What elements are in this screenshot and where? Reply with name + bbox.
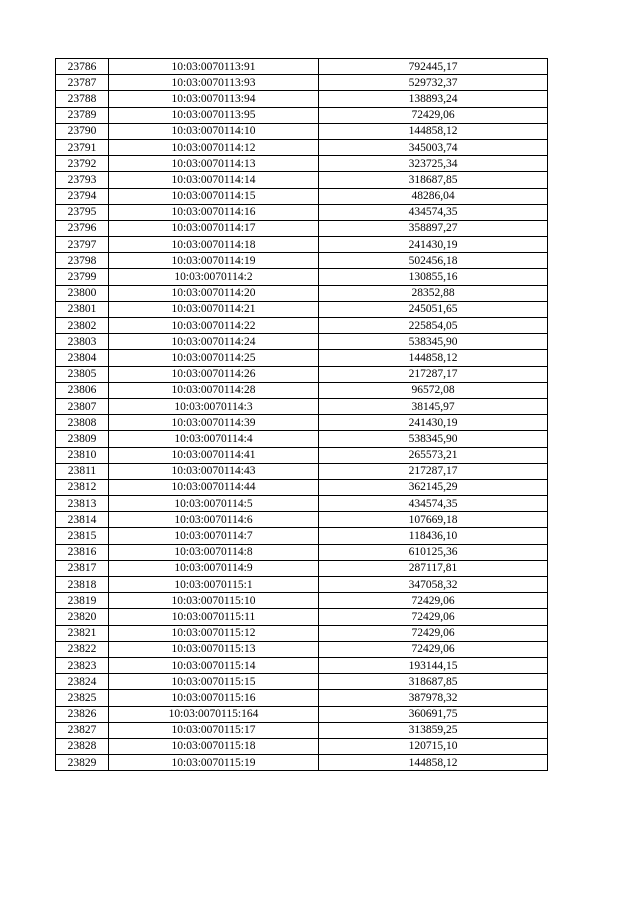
amount-cell: 138893,24	[319, 91, 548, 107]
cadastral-number-cell: 10:03:0070114:10	[109, 123, 319, 139]
cadastral-number-cell: 10:03:0070114:24	[109, 334, 319, 350]
table-row	[56, 366, 548, 382]
amount-cell: 225854,05	[319, 318, 548, 334]
row-number-cell: 23788	[56, 91, 109, 107]
amount-cell: 360691,75	[319, 706, 548, 722]
row-number-cell: 23816	[56, 544, 109, 560]
row-number-cell: 23809	[56, 431, 109, 447]
row-number-cell: 23808	[56, 415, 109, 431]
row-number-cell: 23789	[56, 107, 109, 123]
amount-cell: 610125,36	[319, 544, 548, 560]
table-row	[56, 204, 548, 220]
cadastral-number-cell: 10:03:0070114:44	[109, 479, 319, 495]
amount-cell: 538345,90	[319, 334, 548, 350]
table-row	[56, 496, 548, 512]
cadastral-number-cell: 10:03:0070114:25	[109, 350, 319, 366]
cadastral-number-cell: 10:03:0070115:13	[109, 641, 319, 657]
cadastral-number-cell: 10:03:0070113:93	[109, 75, 319, 91]
row-number-cell: 23820	[56, 609, 109, 625]
table-row	[56, 188, 548, 204]
amount-cell: 434574,35	[319, 204, 548, 220]
cadastral-number-cell: 10:03:0070114:9	[109, 560, 319, 576]
table-row	[56, 755, 548, 771]
row-number-cell: 23821	[56, 625, 109, 641]
table-row	[56, 350, 548, 366]
row-number-cell: 23801	[56, 301, 109, 317]
table-row	[56, 139, 548, 155]
cadastral-number-cell: 10:03:0070114:41	[109, 447, 319, 463]
table-row	[56, 463, 548, 479]
table-row	[56, 156, 548, 172]
table-row	[56, 641, 548, 657]
cadastral-number-cell: 10:03:0070113:95	[109, 107, 319, 123]
row-number-cell: 23793	[56, 172, 109, 188]
cadastral-number-cell: 10:03:0070114:20	[109, 285, 319, 301]
table-row	[56, 479, 548, 495]
table-row	[56, 674, 548, 690]
amount-cell: 245051,65	[319, 301, 548, 317]
table-row	[56, 382, 548, 398]
cadastral-number-cell: 10:03:0070115:164	[109, 706, 319, 722]
cadastral-number-cell: 10:03:0070114:6	[109, 512, 319, 528]
amount-cell: 313859,25	[319, 722, 548, 738]
cadastral-number-cell: 10:03:0070114:15	[109, 188, 319, 204]
amount-cell: 217287,17	[319, 366, 548, 382]
amount-cell: 287117,81	[319, 560, 548, 576]
amount-cell: 792445,17	[319, 59, 548, 75]
cadastral-number-cell: 10:03:0070115:14	[109, 657, 319, 673]
table-row	[56, 447, 548, 463]
table-row	[56, 690, 548, 706]
table-row	[56, 237, 548, 253]
cadastral-number-cell: 10:03:0070114:17	[109, 220, 319, 236]
table-row	[56, 544, 548, 560]
cadastral-number-cell: 10:03:0070114:26	[109, 366, 319, 382]
table-row	[56, 577, 548, 593]
amount-cell: 96572,08	[319, 382, 548, 398]
amount-cell: 144858,12	[319, 350, 548, 366]
table-row	[56, 334, 548, 350]
row-number-cell: 23798	[56, 253, 109, 269]
row-number-cell: 23812	[56, 479, 109, 495]
amount-cell: 72429,06	[319, 593, 548, 609]
cadastral-number-cell: 10:03:0070114:28	[109, 382, 319, 398]
amount-cell: 144858,12	[319, 123, 548, 139]
cadastral-number-cell: 10:03:0070114:12	[109, 139, 319, 155]
row-number-cell: 23813	[56, 496, 109, 512]
table-body	[56, 59, 548, 771]
cadastral-number-cell: 10:03:0070115:19	[109, 755, 319, 771]
row-number-cell: 23811	[56, 463, 109, 479]
table-row	[56, 269, 548, 285]
cadastral-number-cell: 10:03:0070114:18	[109, 237, 319, 253]
row-number-cell: 23794	[56, 188, 109, 204]
cadastral-number-cell: 10:03:0070114:5	[109, 496, 319, 512]
row-number-cell: 23824	[56, 674, 109, 690]
amount-cell: 217287,17	[319, 463, 548, 479]
cadastral-number-cell: 10:03:0070114:13	[109, 156, 319, 172]
amount-cell: 265573,21	[319, 447, 548, 463]
amount-cell: 502456,18	[319, 253, 548, 269]
row-number-cell: 23786	[56, 59, 109, 75]
row-number-cell: 23790	[56, 123, 109, 139]
table-row	[56, 285, 548, 301]
table-row	[56, 318, 548, 334]
row-number-cell: 23814	[56, 512, 109, 528]
amount-cell: 318687,85	[319, 674, 548, 690]
amount-cell: 72429,06	[319, 625, 548, 641]
row-number-cell: 23791	[56, 139, 109, 155]
row-number-cell: 23823	[56, 657, 109, 673]
row-number-cell: 23829	[56, 755, 109, 771]
table-row	[56, 722, 548, 738]
row-number-cell: 23818	[56, 577, 109, 593]
cadastral-number-cell: 10:03:0070115:1	[109, 577, 319, 593]
table-row	[56, 609, 548, 625]
row-number-cell: 23787	[56, 75, 109, 91]
row-number-cell: 23825	[56, 690, 109, 706]
table-row	[56, 107, 548, 123]
amount-cell: 362145,29	[319, 479, 548, 495]
table-row	[56, 59, 548, 75]
amount-cell: 144858,12	[319, 755, 548, 771]
cadastral-number-cell: 10:03:0070114:19	[109, 253, 319, 269]
amount-cell: 538345,90	[319, 431, 548, 447]
cadastral-number-cell: 10:03:0070114:14	[109, 172, 319, 188]
table-row	[56, 528, 548, 544]
row-number-cell: 23795	[56, 204, 109, 220]
cadastral-number-cell: 10:03:0070114:7	[109, 528, 319, 544]
cadastral-number-cell: 10:03:0070114:22	[109, 318, 319, 334]
cadastral-number-cell: 10:03:0070114:8	[109, 544, 319, 560]
cadastral-number-cell: 10:03:0070115:11	[109, 609, 319, 625]
amount-cell: 28352,88	[319, 285, 548, 301]
row-number-cell: 23792	[56, 156, 109, 172]
table-row	[56, 657, 548, 673]
row-number-cell: 23822	[56, 641, 109, 657]
table-row	[56, 91, 548, 107]
cadastral-number-cell: 10:03:0070115:10	[109, 593, 319, 609]
cadastral-number-cell: 10:03:0070114:3	[109, 398, 319, 414]
amount-cell: 387978,32	[319, 690, 548, 706]
row-number-cell: 23817	[56, 560, 109, 576]
amount-cell: 345003,74	[319, 139, 548, 155]
cadastral-number-cell: 10:03:0070113:94	[109, 91, 319, 107]
table-row	[56, 560, 548, 576]
table-row	[56, 253, 548, 269]
row-number-cell: 23797	[56, 237, 109, 253]
row-number-cell: 23827	[56, 722, 109, 738]
cadastral-number-cell: 10:03:0070114:16	[109, 204, 319, 220]
amount-cell: 48286,04	[319, 188, 548, 204]
table-row	[56, 593, 548, 609]
document-page	[55, 58, 548, 771]
cadastral-number-cell: 10:03:0070115:16	[109, 690, 319, 706]
row-number-cell: 23800	[56, 285, 109, 301]
amount-cell: 72429,06	[319, 107, 548, 123]
table-row	[56, 625, 548, 641]
cadastral-number-cell: 10:03:0070115:18	[109, 738, 319, 754]
amount-cell: 130855,16	[319, 269, 548, 285]
row-number-cell: 23828	[56, 738, 109, 754]
row-number-cell: 23803	[56, 334, 109, 350]
row-number-cell: 23807	[56, 398, 109, 414]
table-row	[56, 738, 548, 754]
cadastral-number-cell: 10:03:0070114:21	[109, 301, 319, 317]
cadastral-number-cell: 10:03:0070114:43	[109, 463, 319, 479]
table-row	[56, 123, 548, 139]
amount-cell: 323725,34	[319, 156, 548, 172]
amount-cell: 434574,35	[319, 496, 548, 512]
cadastral-number-cell: 10:03:0070114:4	[109, 431, 319, 447]
amount-cell: 118436,10	[319, 528, 548, 544]
cadastral-number-cell: 10:03:0070114:39	[109, 415, 319, 431]
row-number-cell: 23815	[56, 528, 109, 544]
table-row	[56, 220, 548, 236]
table-row	[56, 415, 548, 431]
row-number-cell: 23802	[56, 318, 109, 334]
row-number-cell: 23826	[56, 706, 109, 722]
table-row	[56, 172, 548, 188]
row-number-cell: 23805	[56, 366, 109, 382]
amount-cell: 107669,18	[319, 512, 548, 528]
data-table	[55, 58, 548, 771]
cadastral-number-cell: 10:03:0070115:12	[109, 625, 319, 641]
amount-cell: 120715,10	[319, 738, 548, 754]
row-number-cell: 23810	[56, 447, 109, 463]
cadastral-number-cell: 10:03:0070114:2	[109, 269, 319, 285]
amount-cell: 72429,06	[319, 609, 548, 625]
amount-cell: 193144,15	[319, 657, 548, 673]
amount-cell: 38145,97	[319, 398, 548, 414]
table-row	[56, 398, 548, 414]
table-row	[56, 431, 548, 447]
amount-cell: 358897,27	[319, 220, 548, 236]
table-row	[56, 301, 548, 317]
table-row	[56, 75, 548, 91]
amount-cell: 529732,37	[319, 75, 548, 91]
table-row	[56, 512, 548, 528]
row-number-cell: 23804	[56, 350, 109, 366]
amount-cell: 347058,32	[319, 577, 548, 593]
row-number-cell: 23819	[56, 593, 109, 609]
row-number-cell: 23806	[56, 382, 109, 398]
cadastral-number-cell: 10:03:0070115:17	[109, 722, 319, 738]
row-number-cell: 23799	[56, 269, 109, 285]
amount-cell: 72429,06	[319, 641, 548, 657]
amount-cell: 241430,19	[319, 415, 548, 431]
amount-cell: 318687,85	[319, 172, 548, 188]
table-row	[56, 706, 548, 722]
row-number-cell: 23796	[56, 220, 109, 236]
amount-cell: 241430,19	[319, 237, 548, 253]
cadastral-number-cell: 10:03:0070115:15	[109, 674, 319, 690]
cadastral-number-cell: 10:03:0070113:91	[109, 59, 319, 75]
